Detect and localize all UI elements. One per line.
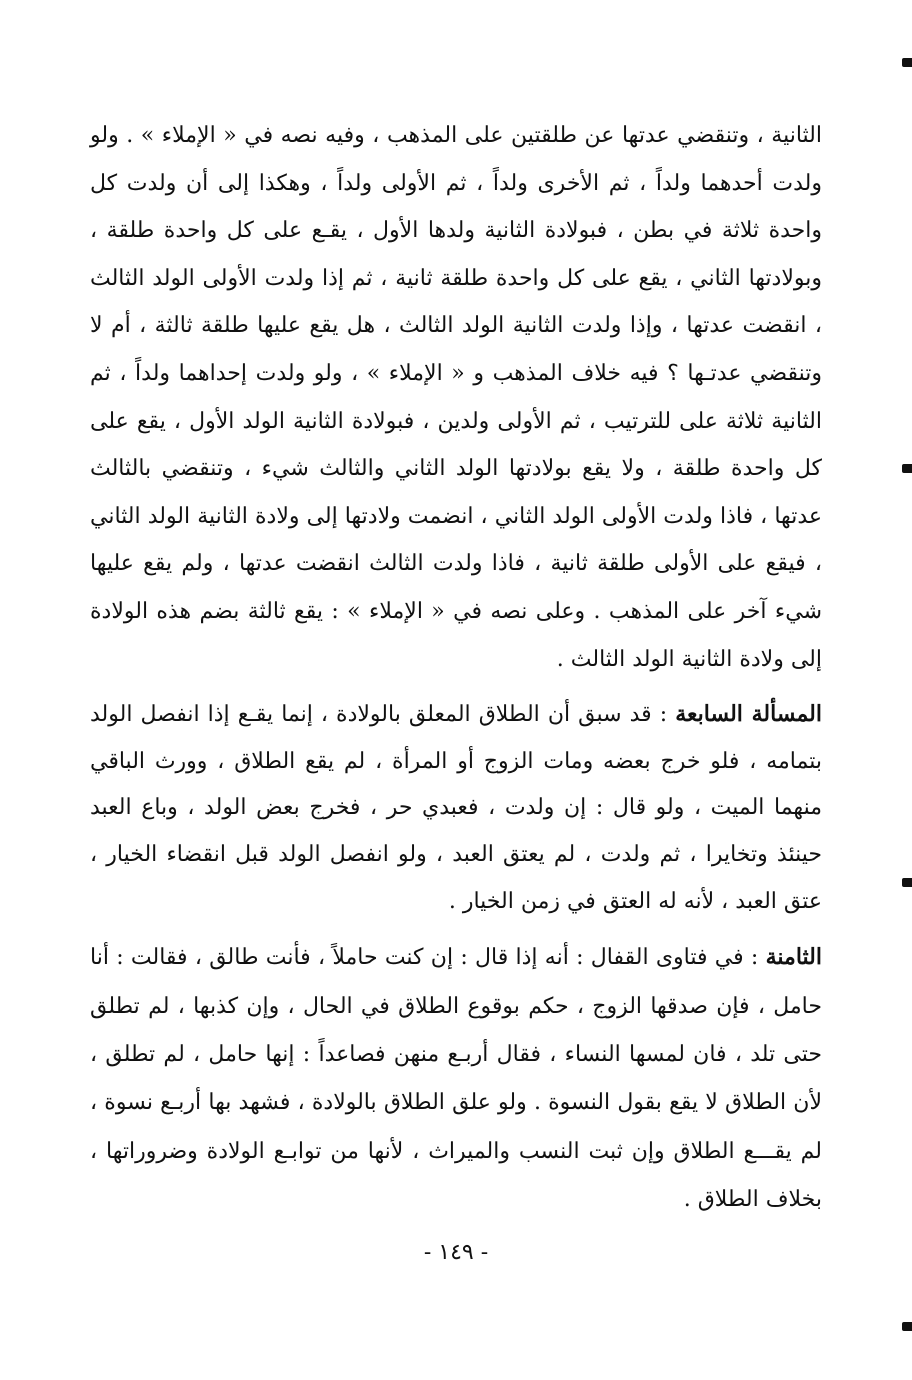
edge-mark — [902, 878, 912, 887]
paragraph-1-text: الثانية ، وتنقضي عدتها عن طلقتين على المذهب ، وفيه نصه في « الإملاء » . ولو ولدت أحدهما ولداً ، ثم الأخرى ولداً ، ثم الأولى ولداً ، وهكذا إلى أن ولدت كل واحدة ثلاثة في بطن ، فبولادة الثانية ولدها الأول ، يقـع على كل واحدة طلقة ، وبولادتها الثاني ، يقع على كل واحدة طلقة ثانية ، ثم إذا ولدت الأولى الولد الثالث ، انقضت عدتها ، وإذا ولدت الثانية الولد الثالث ، هل يقع عليها طلقة ثالثة ، أم لا وتنقضي عدتـها ؟ فيه خلاف المذهب و « الإملاء » ، ولو ولدت إحداهما ولداً ، ثم الثانية ثلاثة على للترتيب ، ثم الأولى ولدين ، فبولادة الثانية الولد الأول ، يقع على كل واحدة طلقة ، ولا يقع بولادتها الولد الثاني والثالث شيء ، وتنقضي بالثالث عدتها ، فاذا ولدت الأولى الولد الثاني ، انضمت ولادتها إلى ولادة الثانية الولد الثاني ، فيقع على الأولى طلقة ثانية ، فاذا ولدت الثالث انقضت عدتها ، ولم يقع عليها شيء آخر على المذهب . وعلى نصه في « الإملاء » : يقع ثالثة بضم هذه الولادة إلى ولادة الثانية الولد الثالث . — [90, 123, 822, 672]
page-body — [90, 112, 822, 1225]
paragraph-2-text: : قد سبق أن الطلاق المعلق بالولادة ، إنما يقـع إذا انفصل الولد بتمامه ، فلو خرج بعضه ومات الزوج أو المرأة ، لم يقع الطلاق ، وورث الباقي منهما الميت ، ولو قال : إن ولدت ، فعبدي حر ، فخرج بعض الولد ، وباع العبد حينئذ وتخايرا ، ثم ولدت ، لم يعتق العبد ، ولو انفصل الولد قبل انقضاء الخيار ، عتق العبد ، لأنه له العتق في زمن الخيار . — [90, 702, 822, 914]
paragraph-2-lead: المسألة السابعة — [675, 701, 822, 728]
paragraph-2 — [90, 691, 822, 925]
page-number: - ١٤٩ - — [423, 1240, 489, 1265]
paragraph-1 — [90, 112, 822, 683]
edge-mark — [902, 464, 912, 473]
edge-mark — [902, 58, 912, 67]
paragraph-3 — [90, 933, 822, 1224]
paragraph-3-lead: الثامنة — [765, 944, 822, 971]
paragraph-3-text: : في فتاوى القفال : أنه إذا قال : إن كنت حاملاً ، فأنت طالق ، فقالت : أنا حامل ، فإن صدقها الزوج ، حكم بوقوع الطلاق في الحال ، وإن كذبها ، لم تطلق حتى تلد ، فان لمسها النساء ، فقال أربـع منهن فصاعداً : إنها حامل ، لم تطلق ، لأن الطلاق لا يقع بقول النسوة . ولو علق الطلاق بالولادة ، فشهد بها أربـع نسوة ، لم يقـــع الطلاق وإن ثبت النسب والميراث ، لأنها من توابـع الولادة وضروراتها ، بخلاف الطلاق . — [90, 945, 822, 1213]
edge-mark — [902, 1322, 912, 1331]
